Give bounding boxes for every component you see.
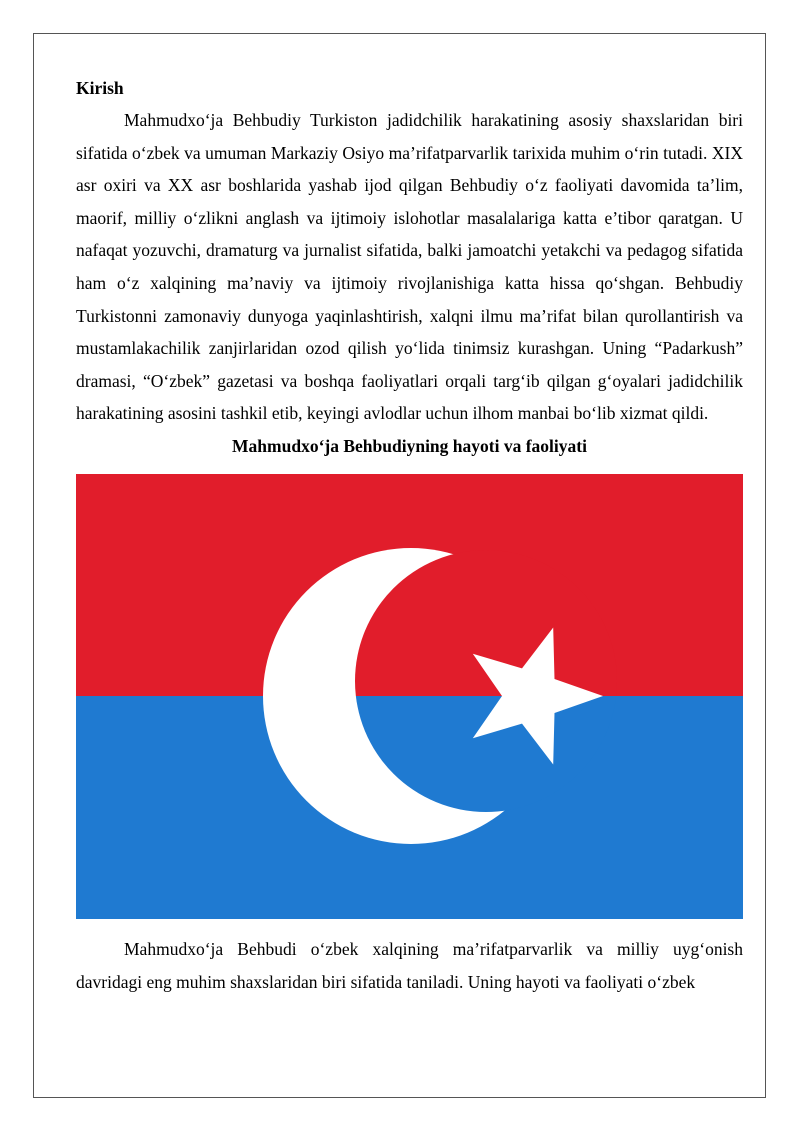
body-paragraph: Mahmudxo‘ja Behbudi o‘zbek xalqining ma’rifatparvarlik va milliy uyg‘onish davridagi eng muhim shaxslaridan biri sifatida taniladi. Uning hayoti va faoliyati o‘zbek (76, 938, 743, 992)
section-title: Mahmudxo‘ja Behbudiyning hayoti va faoliyati (232, 435, 587, 456)
document-content (76, 72, 743, 998)
flag-image (76, 474, 743, 919)
heading-kirish: Kirish (76, 78, 124, 98)
intro-paragraph: Mahmudxo‘ja Behbudiy Turkiston jadidchilik harakatining asosiy shaxslaridan biri sifatida o‘zbek va umuman Markaziy Osiyo ma’rifatparvarlik tarixida muhim o‘rin tutadi. XIX asr oxiri va XX asr boshlarida yashab ijod qilgan Behbudiy o‘z faoliyati davomida ta’lim, maorif, milliy o‘zlikni anglash va ijtimoiy islohotlar masalalariga katta e’tibor qaratgan. U nafaqat yozuvchi, dramaturg va jurnalist sifatida, balki jamoatchi yetakchi va pedagog sifatida ham o‘z xalqining ma’naviy va ijtimoiy rivojlanishiga katta hissa qo‘shgan. Behbudiy Turkistonni zamonaviy dunyoga yaqinlashtirish, xalqni ilmu ma’rifat bilan qurollantirish va mustamlakachilik zanjirlaridan ozod qilish yo‘lida tinimsiz kurashgan. Uning “Padarkush” dramasi, “O‘zbek” gazetasi va boshqa faoliyatlari orqali targ‘ib qilgan g‘oyalari jadidchilik harakatining asosini tashkil etib, keyingi avlodlar uchun ilhom manbai bo‘lib xizmat qildi. (76, 110, 743, 424)
